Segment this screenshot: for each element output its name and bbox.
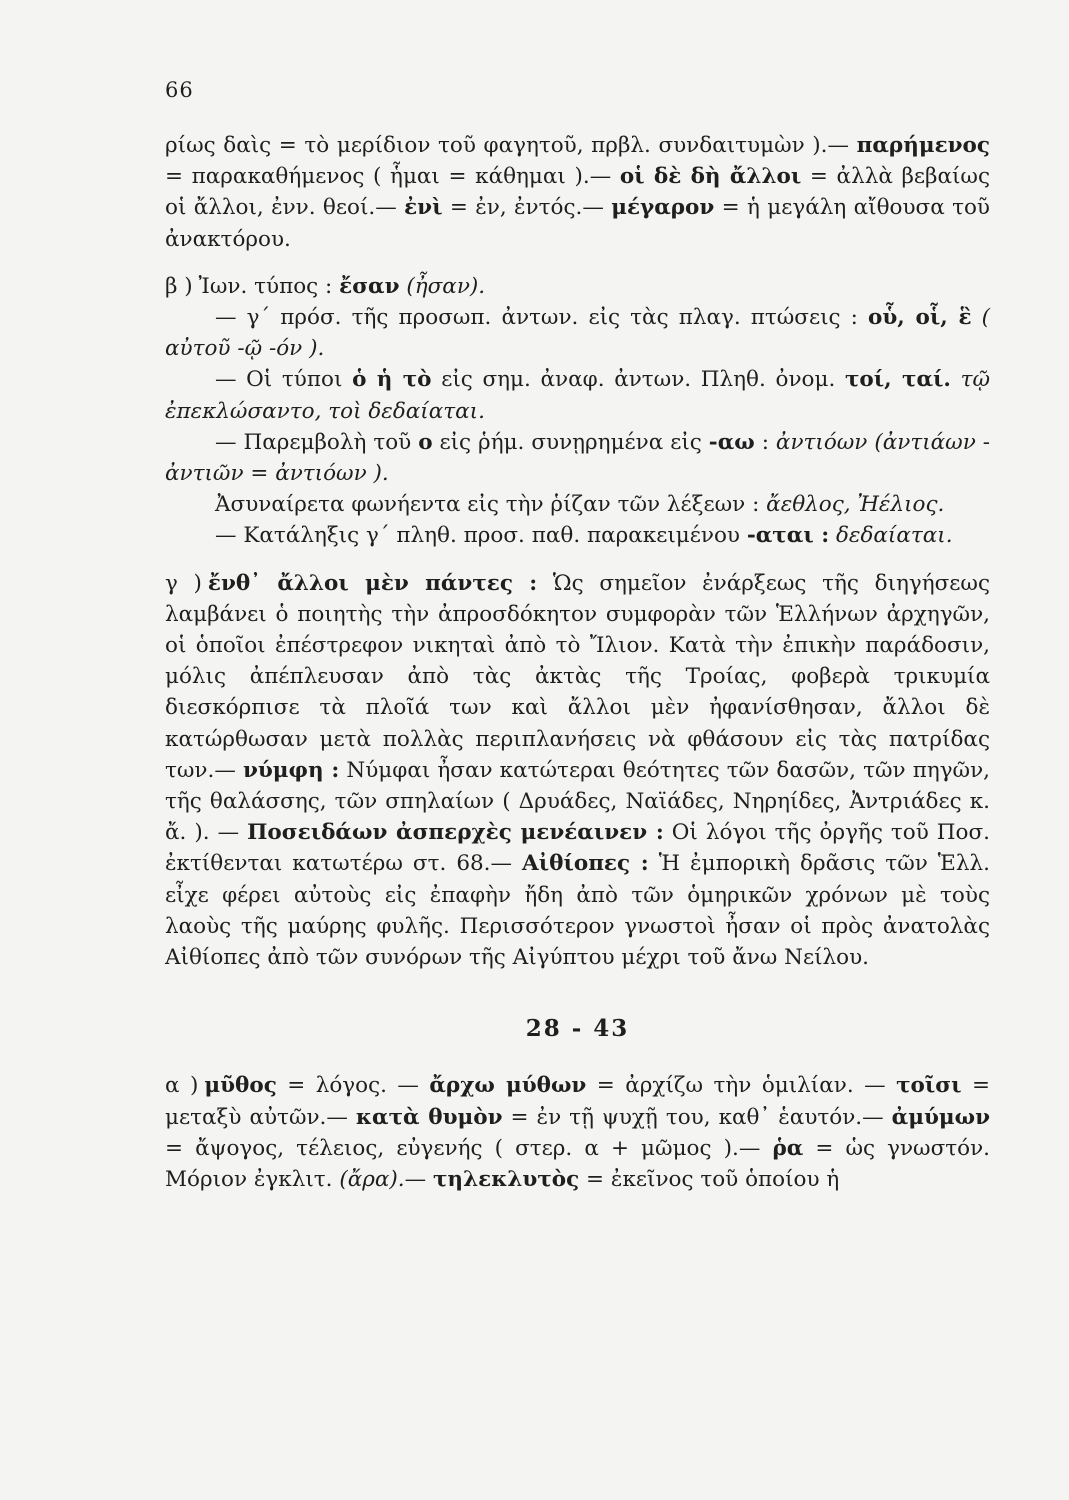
text-run: = ἐν τῇ ψυχῇ του, καθ᾿ ἑαυτόν.— xyxy=(502,1104,892,1130)
term: οὗ, οἷ, ἓ xyxy=(868,305,972,331)
term: ἔνθ᾿ ἄλλοι μὲν πάντες : xyxy=(207,570,538,596)
section-label: γ ) xyxy=(165,570,202,596)
italic-run: ( αὐτοῦ -ῷ -όν ). xyxy=(165,305,990,362)
text-run: = παρακαθήμενος ( ἧμαι = κάθημαι ).— xyxy=(165,164,620,190)
section-label: α ) xyxy=(165,1073,199,1099)
text-run: = ἡ μεγάλη αἴθουσα τοῦ ἀνακτόρου. xyxy=(165,195,990,252)
paragraph-vowels xyxy=(165,489,990,520)
paragraph-insertion xyxy=(165,427,990,489)
text-run: — Οἱ τύποι xyxy=(215,367,353,393)
term: ἔσαν xyxy=(339,273,400,299)
term: οἱ δὲ δὴ ἄλλοι xyxy=(619,164,802,190)
paragraph-types xyxy=(165,364,990,426)
term: νύμφη : xyxy=(242,757,340,783)
term: ἄρχω μύθων xyxy=(429,1073,587,1099)
paragraph-definitions xyxy=(165,130,990,255)
italic-run: (ἦσαν). xyxy=(399,273,486,299)
italic-run: (ἄρα). xyxy=(339,1167,405,1193)
term: τοί, ταί. xyxy=(844,367,951,393)
text-run: Ὡς σημεῖον ἐνάρξεως τῆς διηγήσεως λαμβάνει ὁ ποιητὴς τὴν ἀπροσδόκητον συμφορὰν τῶν Ἑλλήνων ἀρχηγῶν, οἱ ὁποῖοι ἐπέστρεφον νικηταὶ ἀπὸ τὸ Ἴλιον. Κατὰ τὴν ἐπικὴν παράδοσιν, μόλις ἀπέπλευσαν ἀπὸ τὰς ἀκτὰς τῆς Τροίας, φοβερὰ τρικυμία διεσκόρπισε τὰ πλοῖά των καὶ ἄλλοι μὲν ἠφανίσθησαν, ἄλλοι δὲ κατώρθωσαν μετὰ πολλὰς περιπλανήσεις νὰ φθάσουν εἰς τὰς πατρίδας των.— xyxy=(165,570,991,783)
text-run: ρίως δαὶς = τὸ μερίδιον τοῦ φαγητοῦ, πρβλ. συνδαιτυμὼν ).— xyxy=(165,133,857,158)
term: μῦθος xyxy=(204,1073,277,1099)
paragraph-beta xyxy=(165,271,990,302)
text-run: = ἄψογος, τέλειος, εὐγενής ( στερ. α + μῶμος ).— xyxy=(165,1135,773,1161)
term: κατὰ θυμὸν xyxy=(355,1104,503,1130)
text-run: — Παρεμβολὴ τοῦ xyxy=(215,429,419,455)
text-run: = ὡς γνωστόν. Μόριον ἐγκλιτ. xyxy=(165,1135,991,1193)
italic-run: τῷ ἐπεκλώσαντο, τοὶ δεδαίαται. xyxy=(165,367,991,424)
text-run: Ἡ ἐμπορικὴ δρᾶσις τῶν Ἑλλ. εἶχε φέρει αὐτοὺς εἰς ἐπαφὴν ἤδη ἀπὸ τῶν ὁμηρικῶν χρόνων μὲ τοὺς λαοὺς τῆς μαύρης φυλῆς. Περισσότερον γνωστοὶ ἦσαν οἱ πρὸς ἀνατολὰς Αἰθίοπες ἀπὸ τῶν συνόρων τῆς Αἰγύπτου μέχρι τοῦ ἄνω Νείλου. xyxy=(165,851,990,971)
text-run: = λόγος. — xyxy=(276,1073,430,1099)
section-label: β ) xyxy=(165,273,193,299)
term: Ποσειδάων ἀσπερχὲς μενέαινεν : xyxy=(247,820,664,846)
text-run: Ἰων. τύπος : xyxy=(198,273,340,299)
text-run: Οἱ λόγοι τῆς ὀργῆς τοῦ Ποσ. ἐκτίθενται κατωτέρω στ. 68.— xyxy=(165,820,991,877)
text-run: = ἐκεῖνος τοῦ ὁποίου ἡ xyxy=(579,1167,840,1193)
paragraph-person xyxy=(165,302,990,364)
text-run: = μεταξὺ αὐτῶν.— xyxy=(165,1073,991,1130)
italic-run: δεδαίαται. xyxy=(829,523,953,549)
italic-run: ἀντιόων (ἀντιάων - ἀντιῶν = ἀντιόων ). xyxy=(165,429,990,487)
term: ὁ ἡ τὸ xyxy=(352,367,432,393)
term: ἀμύμων xyxy=(891,1104,990,1130)
text-run: : xyxy=(754,429,776,455)
text-run: — γ´ πρόσ. τῆς προσωπ. ἀντων. εἰς τὰς πλαγ. πτώσεις : xyxy=(215,305,868,331)
term: -αται : xyxy=(746,523,830,549)
term: ἐνὶ xyxy=(404,195,443,221)
paragraph-gamma xyxy=(165,568,990,974)
term: Αἰθίοπες : xyxy=(522,851,649,877)
term: τηλεκλυτὸς xyxy=(432,1167,580,1193)
text-run: = ἐν, ἐντός.— xyxy=(442,195,612,221)
term: παρήμενος xyxy=(856,133,990,158)
text-run: Νύμφαι ἦσαν κατώτεραι θεότητες τῶν δασῶν, τῶν πηγῶν, τῆς θαλάσσης, τῶν σπηλαίων ( Δρυάδες, Ναϊάδες, Νηρηίδες, Ἀντριάδες κ. ἄ. ). — xyxy=(165,757,990,846)
term: μέγαρον xyxy=(611,195,715,221)
text-run: Ἀσυναίρετα φωνήεντα εἰς τὴν ῥίζαν τῶν λέξεων : xyxy=(215,492,767,518)
page-number: 66 xyxy=(165,78,194,102)
text-run: — Κατάληξις γ´ πληθ. προσ. παθ. παρακειμένου xyxy=(215,523,747,549)
page-body xyxy=(165,130,990,1195)
paragraph-alpha xyxy=(165,1070,990,1195)
paragraph-ending xyxy=(165,520,990,551)
term: ο xyxy=(418,429,433,455)
text-run: = ἀρχίζω τὴν ὁμιλίαν. — xyxy=(586,1073,897,1099)
section-title: 28 - 43 xyxy=(525,1015,630,1043)
text-run: — xyxy=(404,1167,433,1193)
term: -αω xyxy=(708,429,755,455)
text-run: εἰς ῥήμ. συνῃρημένα εἰς xyxy=(432,429,709,455)
text-run: = ἀλλὰ βεβαίως οἱ ἄλλοι, ἐνν. θεοί.— xyxy=(165,164,990,221)
text-run: εἰς σημ. ἀναφ. ἀντων. Πληθ. ὀνομ. xyxy=(431,367,845,393)
term: ῥα xyxy=(772,1135,804,1161)
term: τοῖσι xyxy=(896,1073,962,1099)
italic-run: ἄεθλος, Ἠέλιος. xyxy=(766,492,945,518)
